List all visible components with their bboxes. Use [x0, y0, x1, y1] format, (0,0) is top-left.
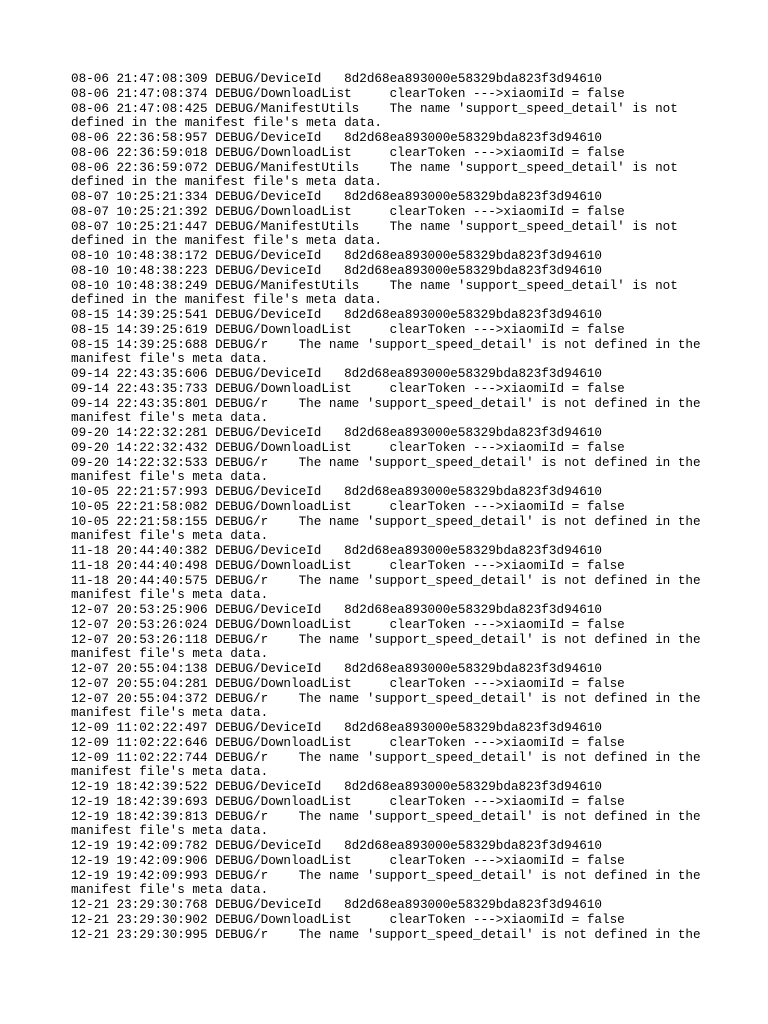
log-line-continuation: manifest file's meta data. — [71, 528, 269, 544]
log-line: 08-07 10:25:21:334 DEBUG/DeviceId 8d2d68ea893000e58329bda823f3d94610 — [71, 189, 602, 204]
log-line: 08-15 14:39:25:619 DEBUG/DownloadList clearToken --->xiaomiId = false — [71, 321, 625, 337]
log-line: 12-07 20:53:26:118 DEBUG/r The name 'support_speed_detail' is not defined in the — [71, 631, 701, 647]
log-line: 09-20 14:22:32:281 DEBUG/DeviceId 8d2d68ea893000e58329bda823f3d94610 — [71, 425, 602, 440]
log-line-continuation: manifest file's meta data. — [71, 351, 269, 367]
log-line: 12-07 20:55:04:372 DEBUG/r The name 'support_speed_detail' is not defined in the — [71, 690, 701, 706]
log-line-continuation: manifest file's meta data. — [71, 646, 269, 662]
log-line: 12-09 11:02:22:646 DEBUG/DownloadList clearToken --->xiaomiId = false — [71, 734, 625, 750]
log-line-continuation: manifest file's meta data. — [71, 587, 269, 603]
log-line: 12-19 19:42:09:906 DEBUG/DownloadList clearToken --->xiaomiId = false — [71, 852, 625, 868]
log-line: 12-07 20:55:04:138 DEBUG/DeviceId 8d2d68ea893000e58329bda823f3d94610 — [71, 661, 602, 676]
log-line: 08-15 14:39:25:688 DEBUG/r The name 'support_speed_detail' is not defined in the — [71, 336, 701, 352]
log-line: 11-18 20:44:40:575 DEBUG/r The name 'support_speed_detail' is not defined in the — [71, 572, 701, 588]
log-line: 11-18 20:44:40:382 DEBUG/DeviceId 8d2d68ea893000e58329bda823f3d94610 — [71, 543, 602, 558]
log-line-continuation: manifest file's meta data. — [71, 823, 269, 839]
log-line-continuation: defined in the manifest file's meta data. — [71, 115, 383, 131]
log-line: 08-07 10:25:21:392 DEBUG/DownloadList clearToken --->xiaomiId = false — [71, 203, 625, 219]
log-line: 08-07 10:25:21:447 DEBUG/ManifestUtils The name 'support_speed_detail' is not — [71, 218, 678, 234]
log-line: 12-07 20:55:04:281 DEBUG/DownloadList clearToken --->xiaomiId = false — [71, 675, 625, 691]
log-line: 08-06 21:47:08:374 DEBUG/DownloadList clearToken --->xiaomiId = false — [71, 85, 625, 101]
log-line-continuation: defined in the manifest file's meta data. — [71, 233, 383, 249]
log-line: 12-21 23:29:30:768 DEBUG/DeviceId 8d2d68ea893000e58329bda823f3d94610 — [71, 897, 602, 912]
log-line: 12-19 18:42:39:813 DEBUG/r The name 'support_speed_detail' is not defined in the — [71, 808, 701, 824]
log-line: 12-21 23:29:30:995 DEBUG/r The name 'support_speed_detail' is not defined in the — [71, 926, 701, 942]
log-line-continuation: manifest file's meta data. — [71, 410, 269, 426]
log-line: 12-07 20:53:25:906 DEBUG/DeviceId 8d2d68ea893000e58329bda823f3d94610 — [71, 602, 602, 617]
log-line: 09-14 22:43:35:733 DEBUG/DownloadList clearToken --->xiaomiId = false — [71, 380, 625, 396]
log-line: 12-09 11:02:22:497 DEBUG/DeviceId 8d2d68ea893000e58329bda823f3d94610 — [71, 720, 602, 735]
log-line: 08-06 22:36:59:072 DEBUG/ManifestUtils The name 'support_speed_detail' is not — [71, 159, 678, 175]
log-line-continuation: defined in the manifest file's meta data. — [71, 292, 383, 308]
log-line-continuation: manifest file's meta data. — [71, 469, 269, 485]
log-line: 08-10 10:48:38:223 DEBUG/DeviceId 8d2d68ea893000e58329bda823f3d94610 — [71, 262, 602, 278]
log-line: 09-14 22:43:35:606 DEBUG/DeviceId 8d2d68ea893000e58329bda823f3d94610 — [71, 366, 602, 381]
log-line: 09-20 14:22:32:432 DEBUG/DownloadList clearToken --->xiaomiId = false — [71, 439, 625, 455]
log-line: 12-19 19:42:09:782 DEBUG/DeviceId 8d2d68ea893000e58329bda823f3d94610 — [71, 838, 602, 853]
log-line: 11-18 20:44:40:498 DEBUG/DownloadList clearToken --->xiaomiId = false — [71, 557, 625, 573]
log-line: 12-19 18:42:39:693 DEBUG/DownloadList clearToken --->xiaomiId = false — [71, 793, 625, 809]
log-line: 08-10 10:48:38:249 DEBUG/ManifestUtils The name 'support_speed_detail' is not — [71, 277, 678, 293]
log-line-continuation: manifest file's meta data. — [71, 705, 269, 721]
log-line: 09-20 14:22:32:533 DEBUG/r The name 'support_speed_detail' is not defined in the — [71, 454, 701, 470]
log-line-continuation: manifest file's meta data. — [71, 882, 269, 898]
log-line: 08-06 21:47:08:425 DEBUG/ManifestUtils The name 'support_speed_detail' is not — [71, 100, 678, 116]
log-line-continuation: defined in the manifest file's meta data. — [71, 174, 383, 190]
log-line: 08-10 10:48:38:172 DEBUG/DeviceId 8d2d68ea893000e58329bda823f3d94610 — [71, 248, 602, 263]
log-line: 12-19 19:42:09:993 DEBUG/r The name 'support_speed_detail' is not defined in the — [71, 867, 701, 883]
log-line: 12-07 20:53:26:024 DEBUG/DownloadList clearToken --->xiaomiId = false — [71, 616, 625, 632]
log-document — [71, 72, 711, 942]
log-line: 10-05 22:21:58:082 DEBUG/DownloadList clearToken --->xiaomiId = false — [71, 498, 625, 514]
log-line: 08-06 21:47:08:309 DEBUG/DeviceId 8d2d68ea893000e58329bda823f3d94610 — [71, 71, 602, 86]
log-line: 08-06 22:36:58:957 DEBUG/DeviceId 8d2d68ea893000e58329bda823f3d94610 — [71, 130, 602, 145]
log-line: 12-09 11:02:22:744 DEBUG/r The name 'support_speed_detail' is not defined in the — [71, 749, 701, 765]
log-line: 10-05 22:21:57:993 DEBUG/DeviceId 8d2d68ea893000e58329bda823f3d94610 — [71, 484, 602, 499]
log-line-continuation: manifest file's meta data. — [71, 764, 269, 780]
log-line: 12-19 18:42:39:522 DEBUG/DeviceId 8d2d68ea893000e58329bda823f3d94610 — [71, 779, 602, 794]
log-line: 10-05 22:21:58:155 DEBUG/r The name 'support_speed_detail' is not defined in the — [71, 513, 701, 529]
log-line: 12-21 23:29:30:902 DEBUG/DownloadList clearToken --->xiaomiId = false — [71, 911, 625, 927]
log-line: 09-14 22:43:35:801 DEBUG/r The name 'support_speed_detail' is not defined in the — [71, 395, 701, 411]
log-line: 08-06 22:36:59:018 DEBUG/DownloadList clearToken --->xiaomiId = false — [71, 144, 625, 160]
log-line: 08-15 14:39:25:541 DEBUG/DeviceId 8d2d68ea893000e58329bda823f3d94610 — [71, 307, 602, 322]
